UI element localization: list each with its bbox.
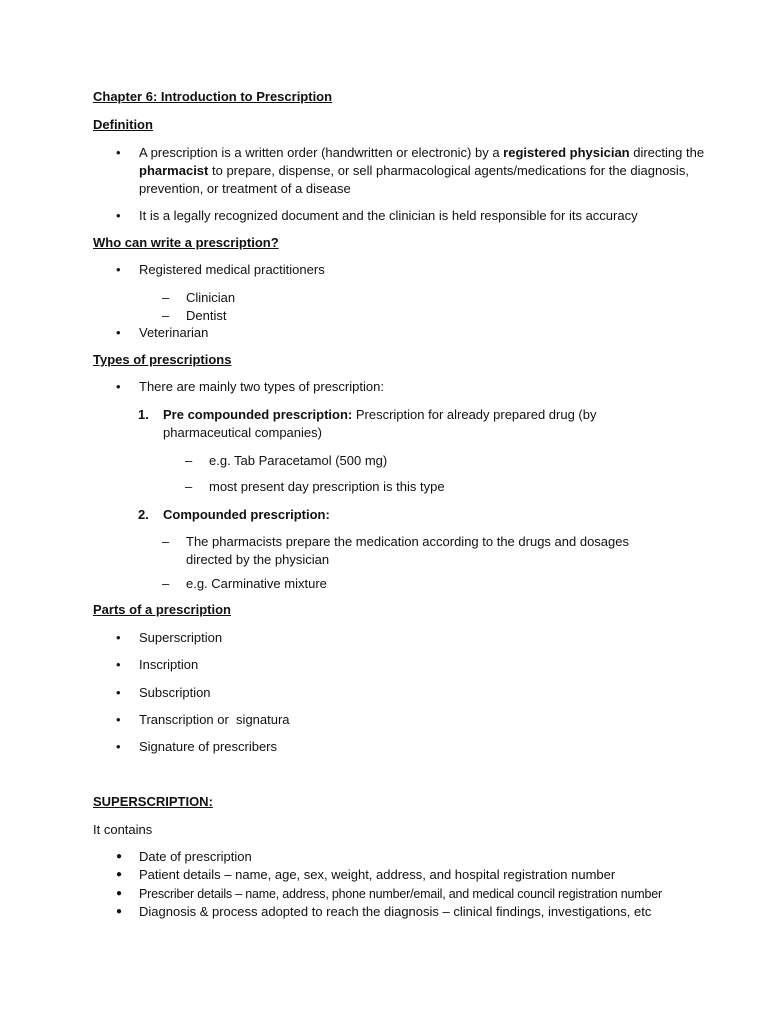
who-sub-1: Clinician [186,290,236,305]
parts-item: Transcription or signatura [139,712,290,727]
dash: – [185,479,193,494]
parts-heading: Parts of a prescription [93,602,231,617]
bullet: • [116,208,121,223]
bullet: • [116,262,121,277]
types-item-2-sub-1: The pharmacists prepare the medication according to the drugs and dosages directed by the physician [186,534,629,567]
bullet: ● [116,851,123,862]
bullet: ● [116,906,123,917]
superscription-item: Prescriber details – name, address, phone number/email, and medical council registration number [139,887,662,901]
dash: – [162,290,170,305]
superscription-item: Patient details – name, age, sex, weight, address, and hospital registration number [139,867,616,882]
who-sub-2: Dentist [186,308,227,323]
types-heading: Types of prescriptions [93,352,232,367]
definition-heading: Definition [93,117,153,132]
who-item-1: Registered medical practitioners [139,262,325,277]
bullet: • [116,685,121,700]
dash: – [162,534,170,549]
superscription-item: Diagnosis & process adopted to reach the diagnosis – clinical findings, investigations, etc [139,904,652,919]
who-item-2: Veterinarian [139,325,209,340]
parts-item: Signature of prescribers [139,739,278,754]
bullet: • [116,630,121,645]
chapter-title: Chapter 6: Introduction to Prescription [93,89,333,104]
dash: – [162,576,170,591]
definition-item-1: A prescription is a written order (handwritten or electronic) by a registered physician directing the pharmacist to prepare, dispense, or sell pharmacological agents/medications for the diagnosis, prevention, or treatment of a disease [139,145,705,196]
parts-item: Superscription [139,630,223,645]
dash: – [185,453,193,468]
dash: – [162,308,170,323]
bullet: • [116,325,121,340]
parts-item: Inscription [139,657,199,672]
bullet: ● [116,888,123,899]
types-item-1: Pre compounded prescription: Prescription for already prepared drug (by pharmaceutical companies) [163,407,597,440]
bullet: • [116,379,121,394]
types-item-2-sub-2: e.g. Carminative mixture [186,576,327,591]
bullet: • [116,739,121,754]
definition-item-2: It is a legally recognized document and the clinician is held responsible for its accuracy [139,208,638,223]
bullet: • [116,657,121,672]
parts-item: Subscription [139,685,211,700]
superscription-item: Date of prescription [139,849,252,864]
types-intro: There are mainly two types of prescription: [139,379,384,394]
superscription-heading: SUPERSCRIPTION: [93,794,213,809]
bullet: • [116,712,121,727]
types-item-1-sub-1: e.g. Tab Paracetamol (500 mg) [209,453,388,468]
types-item-2: Compounded prescription: [163,507,330,522]
types-item-1-sub-2: most present day prescription is this type [209,479,445,494]
superscription-intro: It contains [93,822,153,837]
bullet: ● [116,869,123,880]
bullet: • [116,145,121,160]
who-heading: Who can write a prescription? [93,235,279,250]
number-label: 1. [138,407,149,422]
number-label: 2. [138,507,149,522]
